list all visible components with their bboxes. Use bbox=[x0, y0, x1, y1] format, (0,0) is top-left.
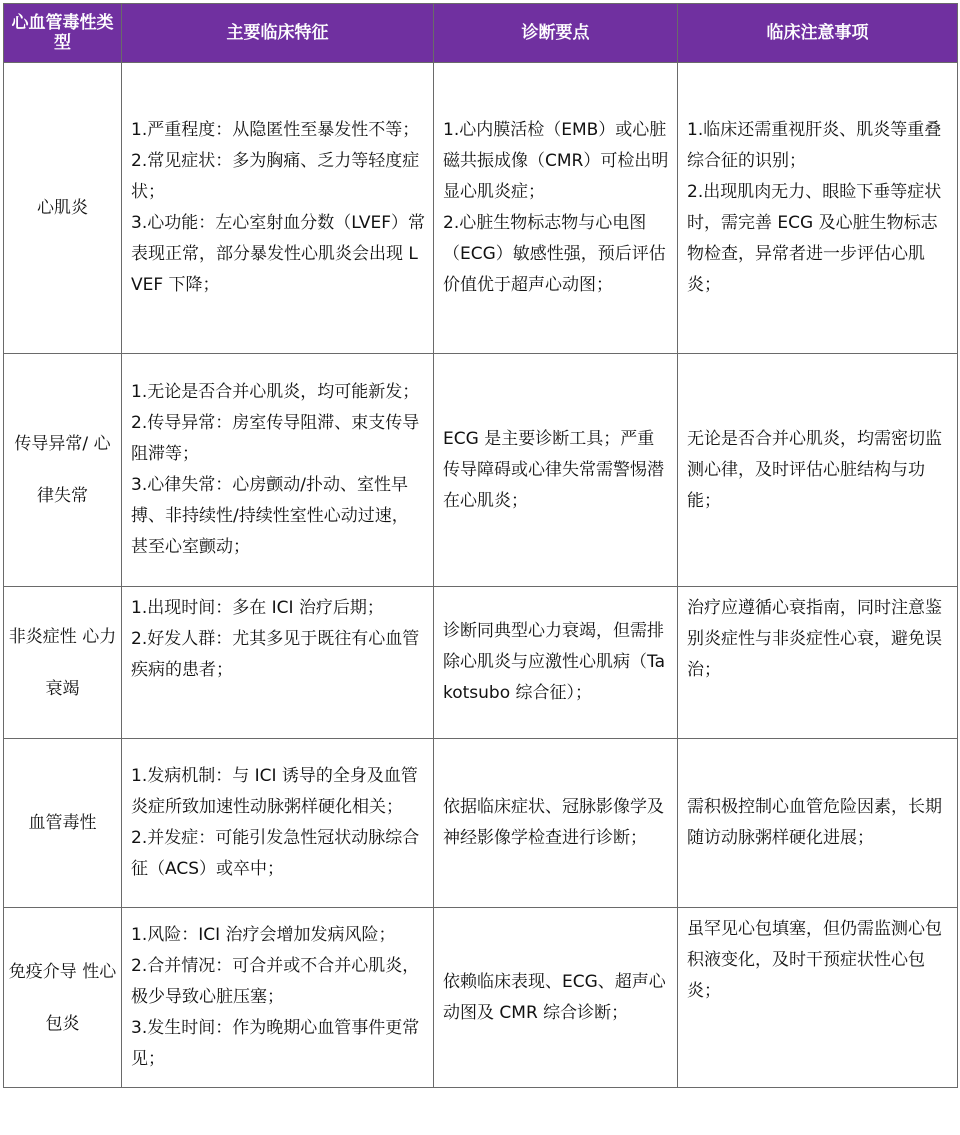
header-type: 心血管毒性类型 bbox=[4, 4, 122, 63]
features-cell bbox=[122, 739, 434, 908]
feature-item: 2.传导异常：房室传导阻滞、束支传导阻滞等； bbox=[131, 413, 420, 464]
feature-item: 2.常见症状：多为胸痛、乏力等轻度症状； bbox=[131, 151, 420, 202]
row-type-label: 传导异常/ bbox=[14, 434, 89, 454]
feature-item: 3.心功能：左心室射血分数（LVEF）常表现正常，部分暴发性心肌炎会出现 LVEF 下降； bbox=[131, 213, 425, 295]
diagnosis-cell bbox=[434, 63, 678, 354]
feature-item: 1.发病机制：与 ICI 诱导的全身及血管炎症所致加速性动脉粥样硬化相关； bbox=[131, 766, 418, 817]
table-row bbox=[4, 908, 958, 1088]
diagnosis-item: 2.心脏生物标志物与心电图（ECG）敏感性强，预后评估价值优于超声心动图； bbox=[443, 213, 666, 295]
notes-cell bbox=[678, 354, 958, 587]
diagnosis-cell bbox=[434, 739, 678, 908]
diagnosis-item: 诊断同典型心力衰竭，但需排除心肌炎与应激性心肌病（Takotsubo 综合征）； bbox=[443, 621, 665, 703]
diagnosis-item: 1.心内膜活检（EMB）或心脏磁共振成像（CMR）可检出明显心肌炎症； bbox=[443, 120, 669, 202]
diagnosis-cell bbox=[434, 354, 678, 587]
notes-cell bbox=[678, 908, 958, 1088]
feature-item: 1.出现时间：多在 ICI 治疗后期； bbox=[131, 598, 384, 618]
row-type-label: 血管毒性 bbox=[28, 812, 97, 833]
note-item: 1.临床还需重视肝炎、肌炎等重叠综合征的识别； bbox=[687, 120, 942, 171]
row-type-label: 心力衰竭 bbox=[45, 626, 117, 699]
diagnosis-cell bbox=[434, 908, 678, 1088]
features-cell bbox=[122, 63, 434, 354]
notes-cell bbox=[678, 587, 958, 739]
note-item: 无论是否合并心肌炎，均需密切监测心律，及时评估心脏结构与功能； bbox=[687, 428, 942, 511]
feature-item: 2.合并情况：可合并或不合并心肌炎，极少导致心脏压塞； bbox=[131, 956, 420, 1007]
features-cell bbox=[122, 354, 434, 587]
notes-cell bbox=[678, 63, 958, 354]
row-type-cell bbox=[4, 908, 122, 1088]
row-type-label: 心肌炎 bbox=[37, 197, 88, 218]
table-row bbox=[4, 63, 958, 354]
header-notes: 临床注意事项 bbox=[678, 4, 958, 63]
table-row bbox=[4, 587, 958, 739]
table-header-row bbox=[4, 4, 958, 63]
note-item: 需积极控制心血管危险因素，长期随访动脉粥样硬化进展； bbox=[687, 797, 942, 848]
cardiotoxicity-table bbox=[3, 3, 958, 1088]
row-type-cell bbox=[4, 63, 122, 354]
row-type-cell bbox=[4, 354, 122, 587]
note-item: 2.出现肌肉无力、眼睑下垂等症状时，需完善 ECG 及心脏生物标志物检查，异常者进一步评估心肌炎； bbox=[687, 182, 942, 295]
table-row bbox=[4, 739, 958, 908]
row-type-label: 性心包炎 bbox=[45, 961, 117, 1034]
feature-item: 1.严重程度：从隐匿性至暴发性不等； bbox=[131, 120, 420, 140]
note-item: 虽罕见心包填塞，但仍需监测心包积液变化，及时干预症状性心包炎； bbox=[687, 919, 942, 1001]
diagnosis-cell bbox=[434, 587, 678, 739]
features-cell bbox=[122, 908, 434, 1088]
notes-cell bbox=[678, 739, 958, 908]
feature-item: 1.风险：ICI 治疗会增加发病风险； bbox=[131, 925, 396, 945]
diagnosis-item: 依赖临床表现、ECG、超声心动图及 CMR 综合诊断； bbox=[443, 971, 666, 1023]
feature-item: 2.好发人群：尤其多见于既往有心血管疾病的患者； bbox=[131, 629, 420, 680]
feature-item: 3.心律失常：心房颤动/扑动、室性早搏、非持续性/持续性室性心动过速，甚至心室颤动； bbox=[131, 475, 409, 557]
row-type-cell bbox=[4, 739, 122, 908]
row-type-label: 免疫介导 bbox=[8, 961, 77, 982]
table-row bbox=[4, 354, 958, 587]
row-type-label: 心律失常 bbox=[37, 434, 111, 506]
row-type-label: 非炎症性 bbox=[8, 626, 77, 647]
diagnosis-item: 依据临床症状、冠脉影像学及神经影像学检查进行诊断； bbox=[443, 797, 664, 848]
feature-item: 1.无论是否合并心肌炎，均可能新发； bbox=[131, 382, 420, 402]
feature-item: 3.发生时间：作为晚期心血管事件更常见； bbox=[131, 1018, 420, 1069]
header-features: 主要临床特征 bbox=[122, 4, 434, 63]
header-diagnosis: 诊断要点 bbox=[434, 4, 678, 63]
features-cell bbox=[122, 587, 434, 739]
diagnosis-item: ECG 是主要诊断工具；严重传导障碍或心律失常需警惕潜在心肌炎； bbox=[443, 428, 664, 511]
row-type-cell bbox=[4, 587, 122, 739]
feature-item: 2.并发症：可能引发急性冠状动脉综合征（ACS）或卒中； bbox=[131, 828, 420, 879]
note-item: 治疗应遵循心衰指南，同时注意鉴别炎症性与非炎症性心衰，避免误治； bbox=[687, 598, 942, 680]
